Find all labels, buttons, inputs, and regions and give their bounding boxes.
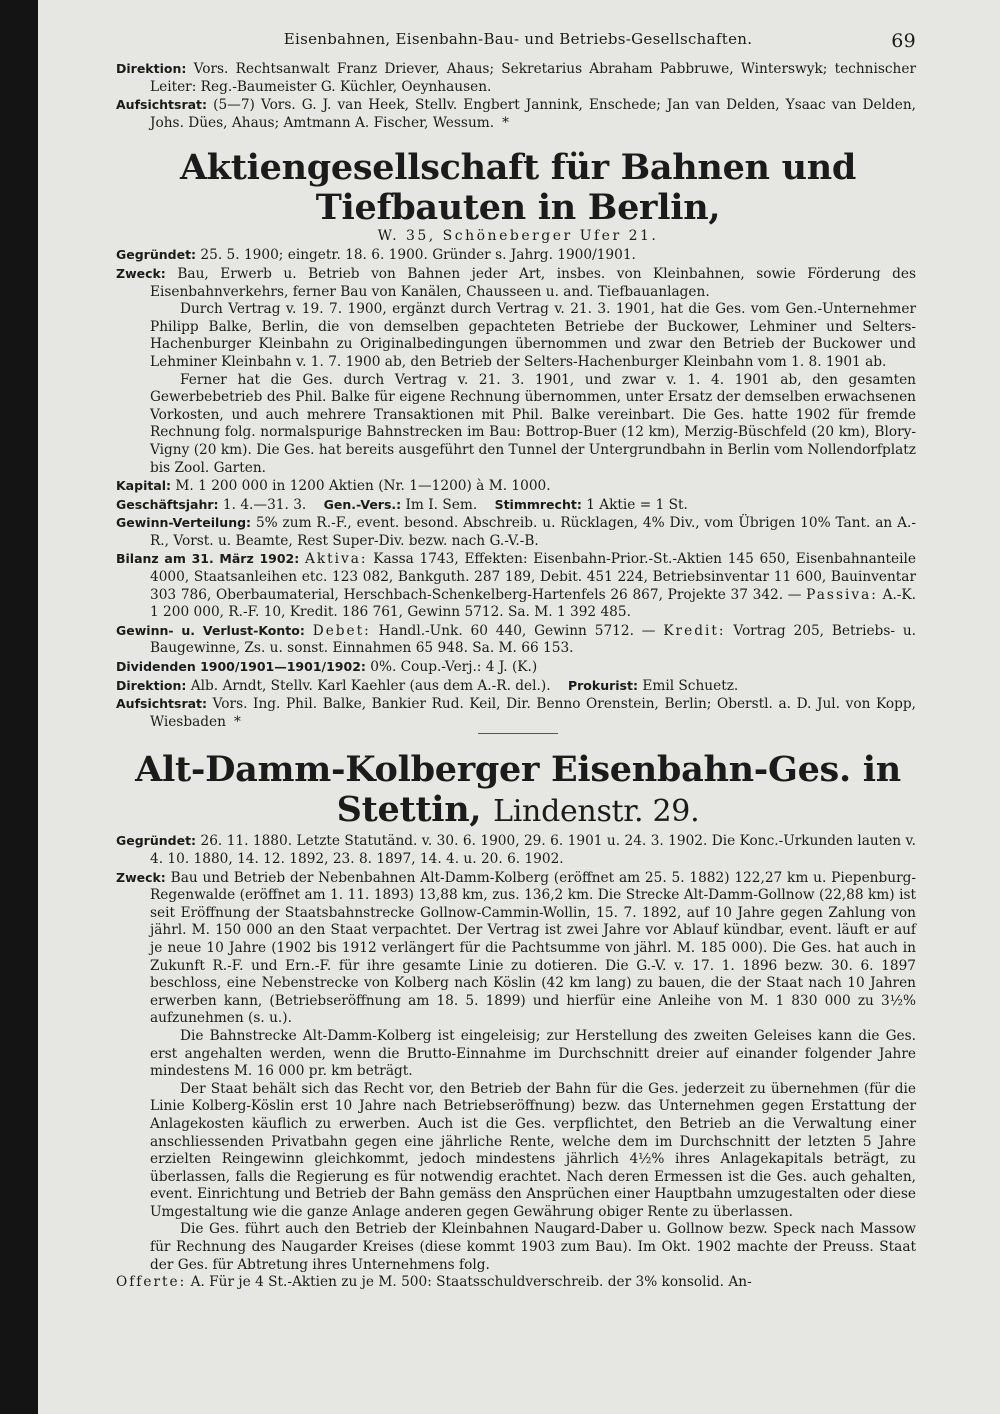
entry1-kapital-text: M. 1 200 000 in 1200 Aktien (Nr. 1—1200) à M. 1000. xyxy=(175,478,551,495)
entry1-kapital xyxy=(116,477,916,496)
entry1-kredit-label: Kredit: xyxy=(663,622,726,639)
running-head xyxy=(120,30,916,60)
entry1-title: Aktiengesellschaft für Bahnen und Tiefbauten in Berlin, xyxy=(179,147,857,229)
entry1-zweck xyxy=(116,265,916,301)
entry1-gegruendet xyxy=(116,246,916,265)
entry1-passiva-label: Passiva: xyxy=(806,586,878,603)
entry2-offerte-label: Offerte: xyxy=(116,1274,187,1291)
entry1-aktiva-text: Kassa 1743, Effekten: Eisenbahn-Prior.-St.-Aktien 145 650, Eisenbahnanteile 4000, Staatsanleihen etc. 123 082, Bankguth. 287 189, Debit. 451 224, Betriebsinventar 11 600, Bauinventar 303 786, Oberbaumaterial, Herschbach-Schenkelberg-Hartenfels 26 867, Projekte 37 342. — xyxy=(150,551,916,603)
running-title: Eisenbahnen, Eisenbahn-Bau- und Betriebs-Gesellschaften. xyxy=(283,30,753,48)
entry2-zweck xyxy=(116,869,916,1028)
entry1-kredit-text: Vortrag 205, Betriebs- u. Baugewinne, Zs. u. sonst. Einnahmen 65 948. Sa. M. 66 153. xyxy=(150,622,916,657)
entry1-debet-label: Debet: xyxy=(312,622,371,639)
entry2-gegruendet-text: 26. 11. 1880. Letzte Statutänd. v. 30. 6. 1900, 29. 6. 1901 u. 24. 3. 1902. Die Konc.-Urkunden lauten v. 4. 10. 1880, 14. 12. 1892, 23. 8. 1897, 14. 4. u. 20. 6. 1902. xyxy=(150,833,916,867)
entry1-genvers-label: Gen.-Vers.: xyxy=(323,496,402,512)
prev-end-star: * xyxy=(502,114,509,131)
entry2-gegruendet-label: Gegründet: xyxy=(116,833,197,849)
entry1-para1: Durch Vertrag v. 19. 7. 1900, ergänzt durch Vertrag v. 21. 3. 1901, hat die Ges. vom Gen.-Unternehmer Philipp Balke, Berlin, die von demselben gepachteten Betriebe der Buckower, Lehminer und Selters-Hachenburger Kleinbahn zu Originalbedingungen übernommen und zwar den Betrieb der Buckower und Lehminer Kleinbahn v. 1. 7. 1900 ab, den Betrieb der Selters-Hachenburger Kleinbahn vom 1. 8. 1901 ab. xyxy=(150,301,916,370)
entry1-direktion-label: Direktion: xyxy=(116,677,187,693)
prev-direktion xyxy=(116,60,916,96)
entry1-prokurist-label: Prokurist: xyxy=(567,677,638,693)
entry1-gegruendet-text: 25. 5. 1900; eingetr. 18. 6. 1900. Gründer s. Jahrg. 1900/1901. xyxy=(200,247,636,264)
entry1-bilanz-label: Bilanz am 31. März 1902: xyxy=(116,551,300,567)
entry1-zweck-label: Zweck: xyxy=(116,265,166,281)
entry1-geschaeftsjahr-text: 1. 4.—31. 3. xyxy=(222,496,307,513)
section-divider xyxy=(478,733,558,734)
entry1-geschaeftsjahr-label: Geschäftsjahr: xyxy=(116,496,219,512)
entry1-passiva-text: A.-K. 1 200 000, R.-F. 10, Kredit. 186 761, Gewinn 5712. Sa. M. 1 392 485. xyxy=(150,586,916,621)
entry1-dividenden-label: Dividenden 1900/1901—1901/1902: xyxy=(116,659,366,675)
prev-direktion-text: Vors. Rechtsanwalt Franz Driever, Ahaus; Sekretarius Abraham Pabbruwe, Winterswyk; technischer Leiter: Reg.-Baumeister G. Küchler, Oeynhausen. xyxy=(150,61,916,95)
entry2-heading xyxy=(120,750,916,832)
entry1-dividenden xyxy=(116,658,916,677)
entry1-zweck-text: Bau, Erwerb u. Betrieb von Bahnen jeder Art, insbes. von Kleinbahnen, sowie Förderung des Eisenbahnverkehrs, ferner Bau von Kanälen, Chausseen u. and. Tiefbauanlagen. xyxy=(150,265,916,300)
entry1-end-star: * xyxy=(233,713,241,730)
entry1-aufsichtsrat xyxy=(116,695,916,731)
entry2-gegruendet xyxy=(116,832,916,868)
entry1-stimmrecht-label: Stimmrecht: xyxy=(494,496,582,512)
entry1-aufsichtsrat-label: Aufsichtsrat: xyxy=(116,696,208,712)
book-page xyxy=(36,0,1000,1414)
entry1-guv-label: Gewinn- u. Verlust-Konto: xyxy=(116,622,305,638)
entry1-direktion xyxy=(116,677,916,696)
entry2-para1: Die Bahnstrecke Alt-Damm-Kolberg ist eingeleisig; zur Herstellung des zweiten Geleises kann die Ges. erst angehalten werden, wenn die Brutto-Einnahme im Durchschnitt dreier auf einander folgender Jahre mindestens M. 16 000 pr. km beträgt. xyxy=(150,1027,916,1080)
entry2-para2: Der Staat behält sich das Recht vor, den Betrieb der Bahn für die Ges. jederzeit zu übernehmen (für die Linie Kolberg-Köslin erst 10 Jahre nach Betriebseröffnung) bezw. das Unternehmen gegen Erstattung der Anlagekosten käuflich zu erwerben. Auch ist die Ges. verpflichtet, den Betrieb an die Verwaltung einer anschliessenden Privatbahn gegen eine jährliche Rente, welche dem im Durchschnitt der letzten 5 Jahre erzielten Reingewinn gleichkommt, jedoch mindestens jährlich 4½% ihres Anlagekapitals beträgt, zu überlassen, falls die Regierung es für notwendig erachtet. Nach deren Ermessen ist die Ges. auch gehalten, event. Einrichtung und Betrieb der Bahn gemäss den Ansprüchen einer Hauptbahn umzugestalten oder diese Umgestaltung wie die ganze Anlage anderen gegen Gewährung obiger Rente zu überlassen. xyxy=(150,1080,916,1220)
entry2-para3: Die Ges. führt auch den Betrieb der Kleinbahnen Naugard-Daber u. Gollnow bezw. Speck nach Massow für Rechnung des Naugarder Kreises (diese kommt 1903 zum Bau). Im Okt. 1902 machte der Preuss. Staat der Ges. für Abtretung ihres Unternehmens folg. xyxy=(150,1221,916,1273)
page-number: 69 xyxy=(891,30,916,52)
entry2-title-location: Lindenstr. 29. xyxy=(493,794,700,830)
entry1-kapital-label: Kapital: xyxy=(116,478,172,494)
entry2-title: Alt-Damm-Kolberger Eisenbahn-Ges. in Stettin, xyxy=(135,749,901,831)
entry2-offerte-text: A. Für je 4 St.-Aktien zu je M. 500: Staatsschuldverschreib. der 3% konsolid. An- xyxy=(190,1274,752,1291)
entry1-geschaeftsjahr xyxy=(116,496,916,515)
prev-aufsichtsrat-text: (5—7) Vors. G. J. van Heek, Stellv. Engbert Jannink, Enschede; Jan van Delden, Ysaac van Delden, Johs. Dües, Ahaus; Amtmann A. Fischer, Wessum. xyxy=(150,97,917,131)
page-content xyxy=(116,30,917,1292)
entry1-gegruendet-label: Gegründet: xyxy=(116,247,197,263)
entry1-stimmrecht-text: 1 Aktie = 1 St. xyxy=(586,496,688,513)
entry1-aufsichtsrat-text: Vors. Ing. Phil. Balke, Bankier Rud. Keil, Dir. Benno Orenstein, Berlin; Oberstl. a. D. Jul. von Kopp, Wiesbaden xyxy=(150,696,916,730)
prev-aufsichtsrat-label: Aufsichtsrat: xyxy=(116,97,208,113)
entry1-direktion-text: Alb. Arndt, Stellv. Karl Kaehler (aus dem A.-R. del.). xyxy=(190,677,551,694)
prev-direktion-label: Direktion: xyxy=(116,61,187,76)
entry1-genvers-text: Im I. Sem. xyxy=(405,496,478,513)
entry1-prokurist-text: Emil Schuetz. xyxy=(642,677,739,694)
entry1-guv xyxy=(116,622,916,658)
entry1-address: W. 35, Schöneberger Ufer 21. xyxy=(377,228,659,245)
entry2-zweck-label: Zweck: xyxy=(116,869,166,885)
prev-aufsichtsrat xyxy=(116,96,917,132)
entry1-debet-text: Handl.-Unk. 60 440, Gewinn 5712. — xyxy=(378,622,656,639)
entry1-bilanz xyxy=(116,550,916,621)
entry1-gewinnvert-label: Gewinn-Verteilung: xyxy=(116,515,252,531)
entry1-gewinnvert-text: 5% zum R.-F., event. besond. Abschreib. u. Rücklagen, 4% Div., vom Übrigen 10% Tant. an A.-R., Vorst. u. Beamte, Rest Super-Div. bezw. nach G.-V.-B. xyxy=(150,515,916,549)
entry2-offerte xyxy=(116,1274,916,1292)
entry1-aktiva-label: Aktiva: xyxy=(304,551,368,568)
book-spine-shadow xyxy=(0,0,38,1414)
entry2-zweck-text: Bau und Betrieb der Nebenbahnen Alt-Damm-Kolberg (eröffnet am 25. 5. 1882) 122,27 km u. Piepenburg-Regenwalde (eröffnet am 1. 11. 1893) 13,88 km, zus. 136,2 km. Die Strecke Alt-Damm-Gollnow (22,88 km) ist seit Eröffnung der Staatsbahnstrecke Gollnow-Cammin-Wollin, 15. 7. 1892, auf 10 Jahre gegen Zahlung von jährl. M. 150 000 an den Staat verpachtet. Der Vertrag ist zwei Jahre vor Ablauf kündbar, event. läuft er auf je neue 10 Jahre (1902 bis 1912 verlängert für die Pachtsumme von jährl. M. 185 000). Die Ges. hat auch in Zukunft R.-F. und Ern.-F. für ihre gesamte Linie zu dotieren. Die G.-V. v. 17. 1. 1896 bezw. 30. 6. 1897 beschloss, eine Nebenstrecke von Kolberg nach Köslin (42 km lang) zu bauen, die der Staat nach 10 Jahren erwerben kann, (Betriebseröffnung am 18. 5. 1899) und hierfür eine Anleihe von M. 1 830 000 zu 3½% aufzunehmen (s. u.). xyxy=(150,869,916,1027)
entry1-para2: Ferner hat die Ges. durch Vertrag v. 21. 3. 1901, und zwar v. 1. 4. 1901 ab, den gesamten Gewerbebetrieb des Phil. Balke für eigene Rechnung übernommen, unter Ersatz der demselben erwachsenen Vorkosten, und auch mehrere Transaktionen mit Phil. Balke vereinbart. Die Ges. hatte 1902 für fremde Rechnung folg. normalspurige Bahnstrecken im Bau: Bottrop-Buer (12 km), Merzig-Büschfeld (20 km), Blory-Vigny (20 km). Die Ges. hat bereits ausgeführt den Tunnel der Untergrundbahn in Berlin vom Nollendorfplatz bis Zool. Garten. xyxy=(150,371,916,476)
entry1-dividenden-text: 0%. Coup.-Verj.: 4 J. (K.) xyxy=(370,659,538,676)
entry1-gewinnverteilung xyxy=(116,514,916,550)
